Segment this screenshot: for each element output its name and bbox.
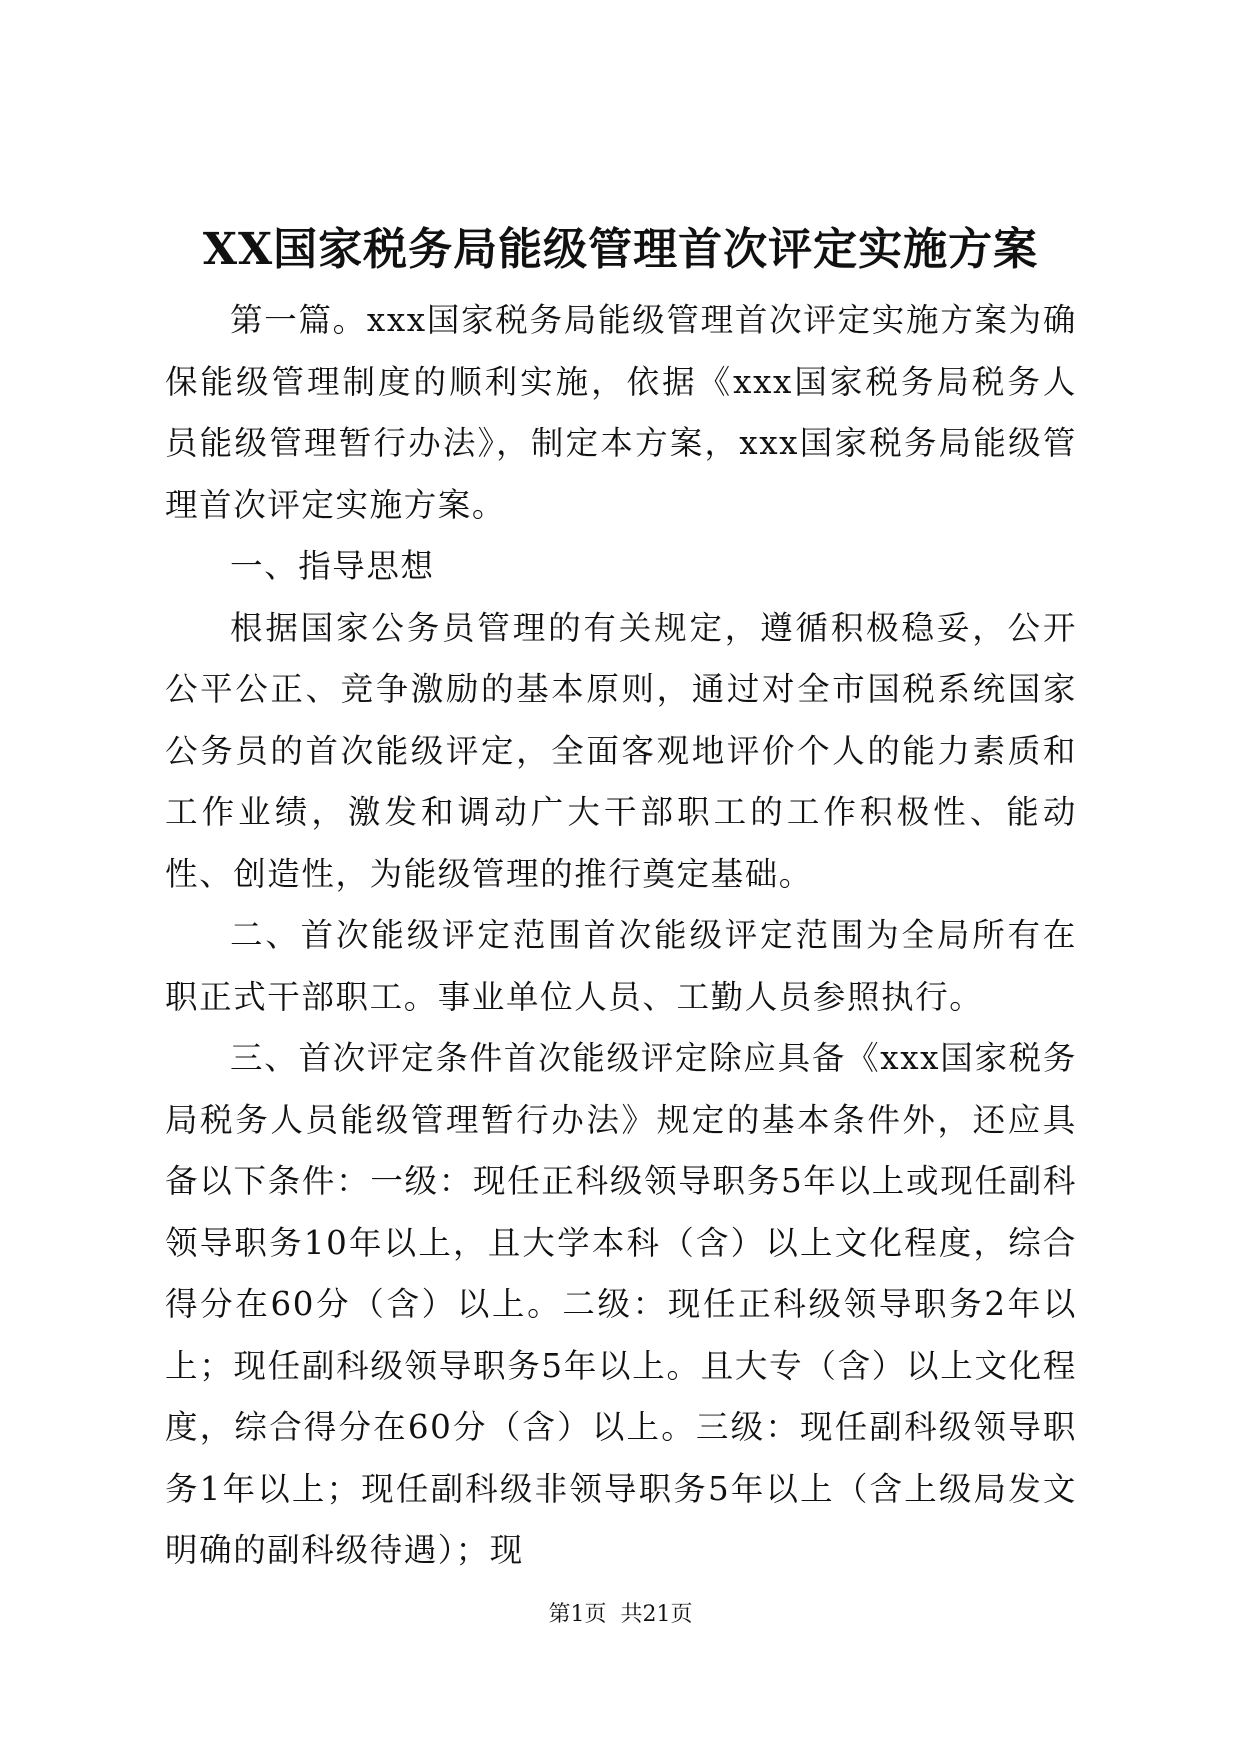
paragraph-intro: 第一篇。xxx国家税务局能级管理首次评定实施方案为确保能级管理制度的顺利实施，依据《xxx国家税务局税务人员能级管理暂行办法》，制定本方案，xxx国家税务局能级管理首次评定实施方案。 [165, 301, 1077, 524]
paragraph-evaluation-conditions: 三、首次评定条件首次能级评定除应具备《xxx国家税务局税务人员能级管理暂行办法》规定的基本条件外，还应具备以下条件：一级：现任正科级领导职务5年以上或现任副科领导职务10年以上，且大学本科（含）以上文化程度，综合得分在60分（含）以上。二级：现任正科级领导职务2年以上；现任副科级领导职务5年以上。且大专（含）以上文化程度，综合得分在60分（含）以上。三级：现任副科级领导职务1年以上；现任副科级非领导职务5年以上（含上级局发文明确的副科级待遇）；现 [165, 1039, 1077, 1569]
section-heading-guiding-ideology: 一、指导思想 [230, 547, 435, 585]
paragraph-evaluation-scope: 二、首次能级评定范围首次能级评定范围为全局所有在职正式干部职工。事业单位人员、工勤人员参照执行。 [165, 916, 1077, 1016]
page-number: 第1页 共21页 [548, 1602, 693, 1627]
document-title: XX国家税务局能级管理首次评定实施方案 [202, 224, 1039, 275]
paragraph-guiding-ideology: 根据国家公务员管理的有关规定，遵循积极稳妥，公开公平公正、竞争激励的基本原则，通过对全市国税系统国家公务员的首次能级评定，全面客观地评价个人的能力素质和工作业绩，激发和调动广大干部职工的工作积极性、能动性、创造性，为能级管理的推行奠定基础。 [165, 608, 1077, 893]
page-footer [0, 1600, 1241, 1630]
document-body [165, 290, 1077, 1582]
